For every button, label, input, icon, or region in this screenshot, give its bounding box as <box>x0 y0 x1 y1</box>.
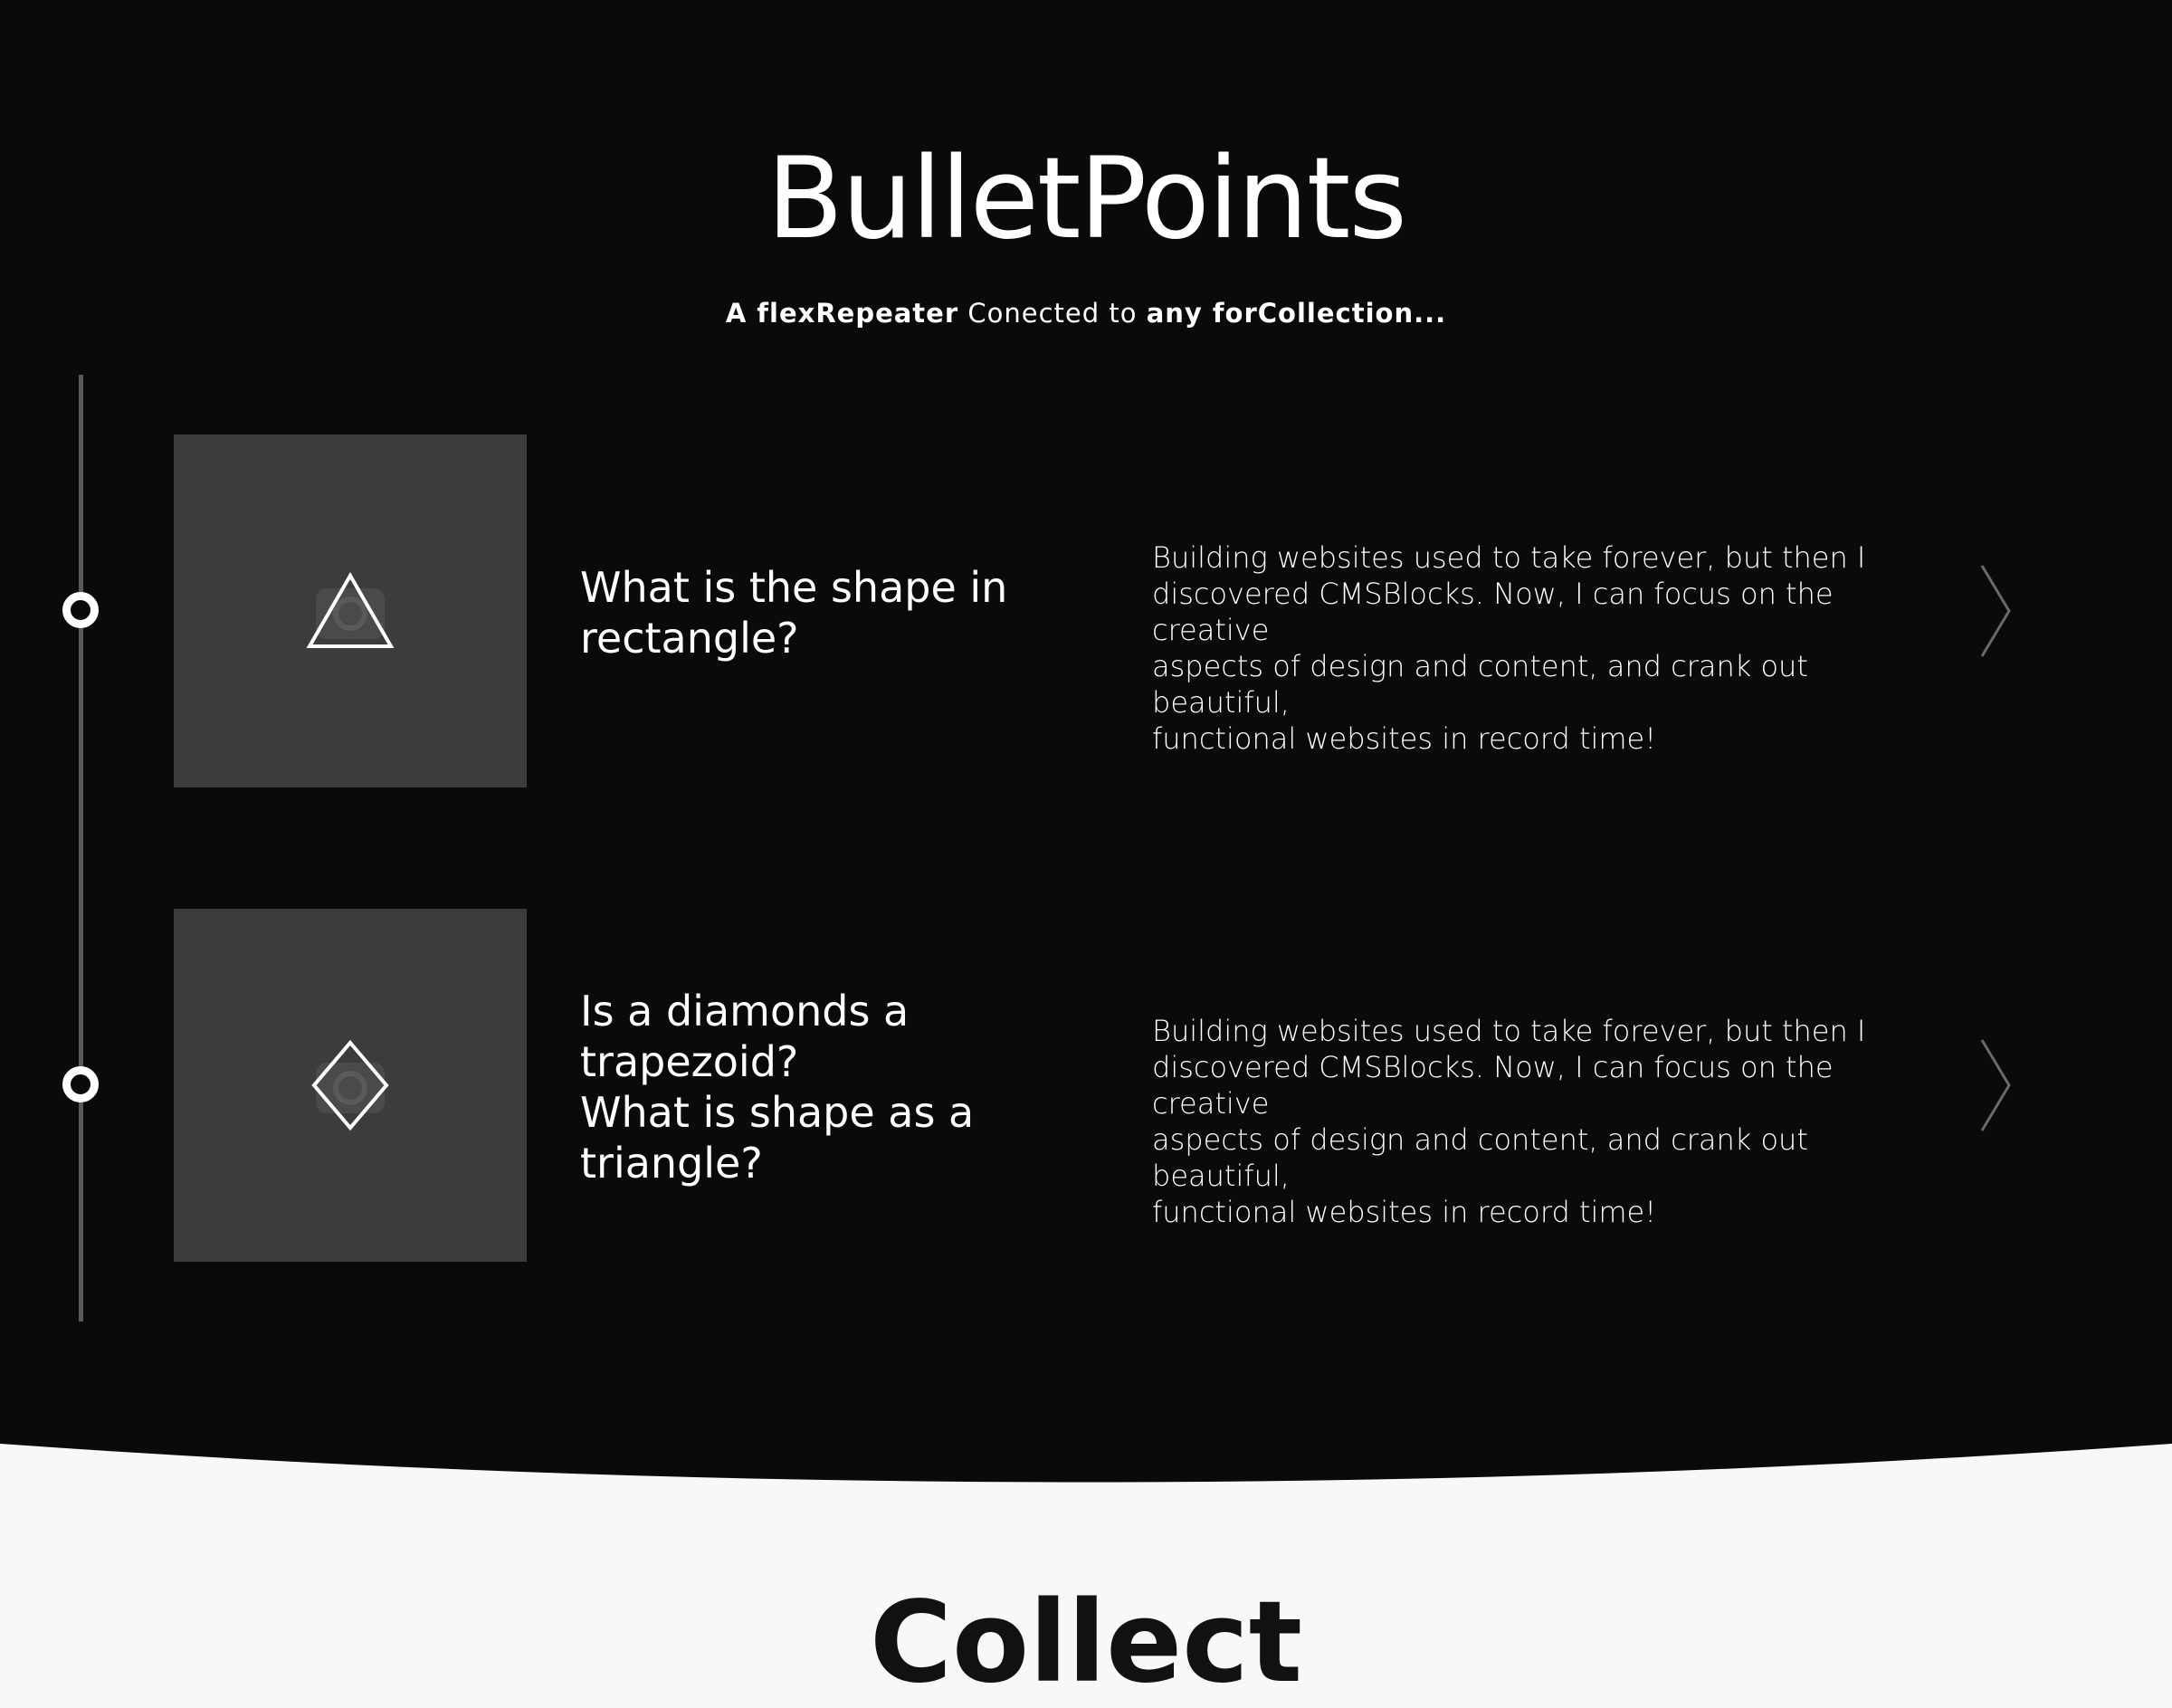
description-line: Building websites used to take forever, but then I <box>1152 1014 1866 1048</box>
question-line: What is shape as a <box>580 1088 975 1137</box>
timeline-line <box>79 375 83 1322</box>
question-line: Is a diamonds a <box>580 987 910 1035</box>
subtitle-part-1: A flexRepeater <box>725 298 959 329</box>
question-line: trapezoid? <box>580 1037 799 1086</box>
item-description <box>1152 1013 1948 1230</box>
question-line: triangle? <box>580 1139 763 1188</box>
item-thumbnail <box>174 434 527 787</box>
description-line: discovered CMSBlocks. Now, I can focus on the creative <box>1152 1050 1834 1121</box>
collection-section-title: Collect <box>869 1578 1303 1708</box>
subtitle-part-3: any forCollection... <box>1146 298 1447 329</box>
timeline-dot <box>62 1066 99 1102</box>
item-question <box>580 986 1087 1188</box>
timeline-dot <box>62 592 99 628</box>
section-divider-curve <box>0 1444 2172 1484</box>
description-line: aspects of design and content, and crank out beautiful, <box>1152 1122 1808 1193</box>
triangle-icon <box>174 434 527 787</box>
page-title: BulletPoints <box>767 134 1405 264</box>
item-description <box>1152 539 1948 757</box>
diamond-icon <box>174 909 527 1262</box>
question-line: What is the shape in <box>580 563 1008 612</box>
description-line: Building websites used to take forever, but then I <box>1152 540 1866 575</box>
chevron-right-icon[interactable] <box>1973 1035 2018 1135</box>
description-line: functional websites in record time! <box>1152 721 1657 756</box>
page-subtitle <box>0 295 2172 331</box>
description-line: functional websites in record time! <box>1152 1195 1657 1229</box>
item-question <box>580 562 1087 663</box>
description-line: aspects of design and content, and crank out beautiful, <box>1152 649 1808 720</box>
description-line: discovered CMSBlocks. Now, I can focus on the creative <box>1152 577 1834 647</box>
subtitle-part-2: Conected to <box>967 298 1138 329</box>
item-thumbnail <box>174 909 527 1262</box>
question-line: rectangle? <box>580 614 799 663</box>
chevron-right-icon[interactable] <box>1973 561 2018 661</box>
